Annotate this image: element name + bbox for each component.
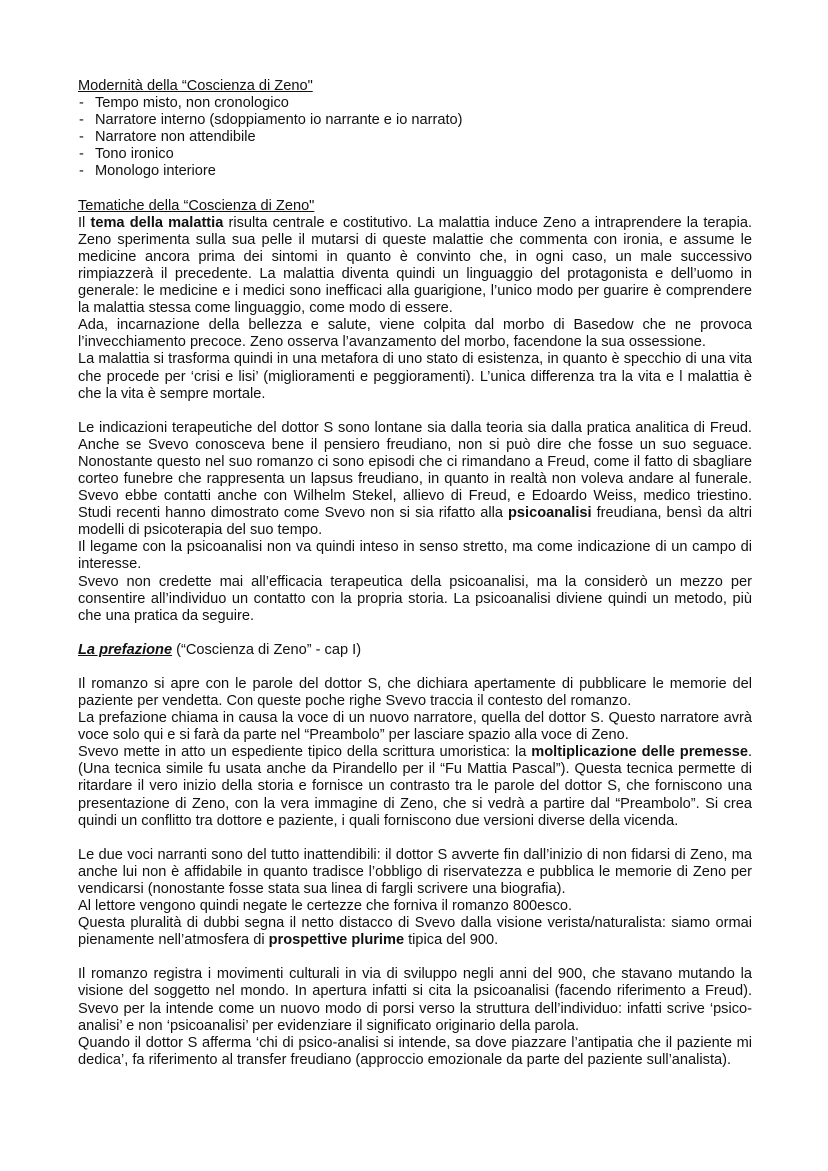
paragraph: Le indicazioni terapeutiche del dottor S sono lontane sia dalla teoria sia dalla pratica analitica di Freud. Anche se Svevo conosceva bene il pensiero freudiano, non si può dire che fosse un suo seguace. Nonostante questo nel suo romanzo ci sono episodi che ci rimandano a Freud, come il fatto di sbagliare corteo funebre che rappresenta un lapsus freudiano, in quanto in realtà non voleva andare al funerale. Svevo ebbe contatti anche con Wilhelm Stekel, allievo di Freud, e Edoardo Weiss, medico triestino. Studi recenti hanno dimostrato come Svevo non si sia rifatto alla psicoanalisi freudiana, bensì da altri modelli di psicoterapia del suo tempo. (78, 419, 753, 539)
paragraph: Quando il dottor S afferma ‘chi di psico-analisi si intende, sa dove piazzare l’antipatia che il paziente mi dedica’, fa riferimento al transfer freudiano (approccio emozionale da parte del paziente sull’analista). (78, 1034, 752, 1068)
paragraph: Svevo mette in atto un espediente tipico della scrittura umoristica: la moltiplicazione delle premesse. (Una tecnica simile fu usata anche da Pirandello per il “Fu Mattia Pascal”). Questa tecnica permette di ritardare il vero inizio della storia e fornisce un contrasto tra le parole del dottor S, che forniscono una presentazione di Zeno, con la vera immagine di Zeno, che si vedrà a partire dal “Preambolo”. Si crea quindi un conflitto tra dottore e paziente, i quali forniscono due versioni diverse della vicenda. (78, 744, 752, 829)
bold-term: moltiplicazione delle premesse (531, 744, 748, 761)
paragraph: Il tema della malattia risulta centrale e costitutivo. La malattia induce Zeno a intraprendere la terapia. Zeno sperimenta sulla sua pelle il mutarsi di queste malattie che commenta con ironia, e assume le medicine ancora prima dei sintomi in quanto è convinto che, in ogni caso, un male successivo rimpiazzerà il precedente. La malattia diventa quindi un linguaggio del protagonista e dell’uomo in generale: le medicine e i medici sono inefficaci alla guarigione, l’unico modo per guarire è comprendere la malattia stessa come linguaggio, come modo di essere. (78, 214, 753, 317)
paragraph: Ada, incarnazione della bellezza e salute, viene colpita dal morbo di Basedow che ne provoca l’invecchiamento precoce. Zeno osserva l’avanzamento del morbo, facendone la sua ossessione. (78, 317, 752, 351)
list-item: - Narratore interno (sdoppiamento io narrante e io narrato) (78, 112, 752, 129)
modernita-list (78, 95, 752, 180)
section-subtitle: (“Coscienza di Zeno” - cap I) (172, 641, 362, 658)
paragraph: Svevo non credette mai all’efficacia terapeutica della psicoanalisi, ma la considerò un mezzo per consentire all’individuo un contatto con la propria storia. La psicoanalisi diviene quindi un metodo, più che una pratica da seguire. (78, 573, 752, 624)
list-item: - Tempo misto, non cronologico (78, 95, 752, 112)
tematiche-heading: Tematiche della “Coscienza di Zeno" (78, 197, 315, 214)
list-item: - Narratore non attendibile (78, 129, 752, 146)
paragraph: La prefazione chiama in causa la voce di un nuovo narratore, quella del dottor S. Questo narratore avrà voce solo qui e si farà da parte nel “Preambolo” per lasciare spazio alla voce di Zeno. (78, 710, 752, 744)
paragraph: Le due voci narranti sono del tutto inattendibili: il dottor S avverte fin dall’inizio di non fidarsi di Zeno, ma anche lui non è affidabile in quanto tradisce l’obbligo di riservatezza e pubblica le memorie di Zeno per vendicarsi (nonostante fosse stata sua linea di fargli scrivere una biografia). (78, 846, 752, 897)
paragraph: Al lettore vengono quindi negate le certezze che forniva il romanzo 800esco. (78, 898, 573, 915)
bold-term: tema della malattia (90, 214, 224, 231)
paragraph: Il legame con la psicoanalisi non va quindi inteso in senso stretto, ma come indicazione di un campo di interesse. (78, 539, 752, 573)
list-item: - Tono ironico (78, 146, 752, 163)
modernita-heading: Modernità della “Coscienza di Zeno" (78, 78, 313, 94)
bold-term: psicoanalisi (508, 505, 592, 522)
paragraph: Questa pluralità di dubbi segna il netto distacco di Svevo dalla visione verista/naturalista: siamo ormai pienamente nell’atmosfera di prospettive plurime tipica del 900. (78, 915, 752, 949)
section-title: La prefazione (78, 641, 173, 658)
list-item: - Monologo interiore (78, 163, 752, 180)
paragraph: Il romanzo si apre con le parole del dottor S, che dichiara apertamente di pubblicare le memorie del paziente per vendetta. Con queste poche righe Svevo traccia il contesto del romanzo. (78, 675, 752, 709)
bold-term: prospettive plurime (268, 932, 405, 949)
paragraph: Il romanzo registra i movimenti culturali in via di sviluppo negli anni del 900, che stavano mutando la visione del soggetto nel mondo. In apertura infatti si cita la psicoanalisi (facendo riferimento a Freud). Svevo per la intende come un nuovo modo di porsi verso la struttura dell’individuo: infatti scrive ‘psico-analisi’ e non ‘psicoanalisi’ per evidenziare il significato originario della parola. (78, 966, 752, 1034)
paragraph: La malattia si trasforma quindi in una metafora di uno stato di esistenza, in quanto è specchio di una vita che procede per ‘crisi e lisi’ (miglioramenti e peggioramenti). L’unica differenza tra la vita e l malattia è che la vita è sempre mortale. (78, 351, 752, 402)
prefazione-heading (78, 642, 752, 659)
